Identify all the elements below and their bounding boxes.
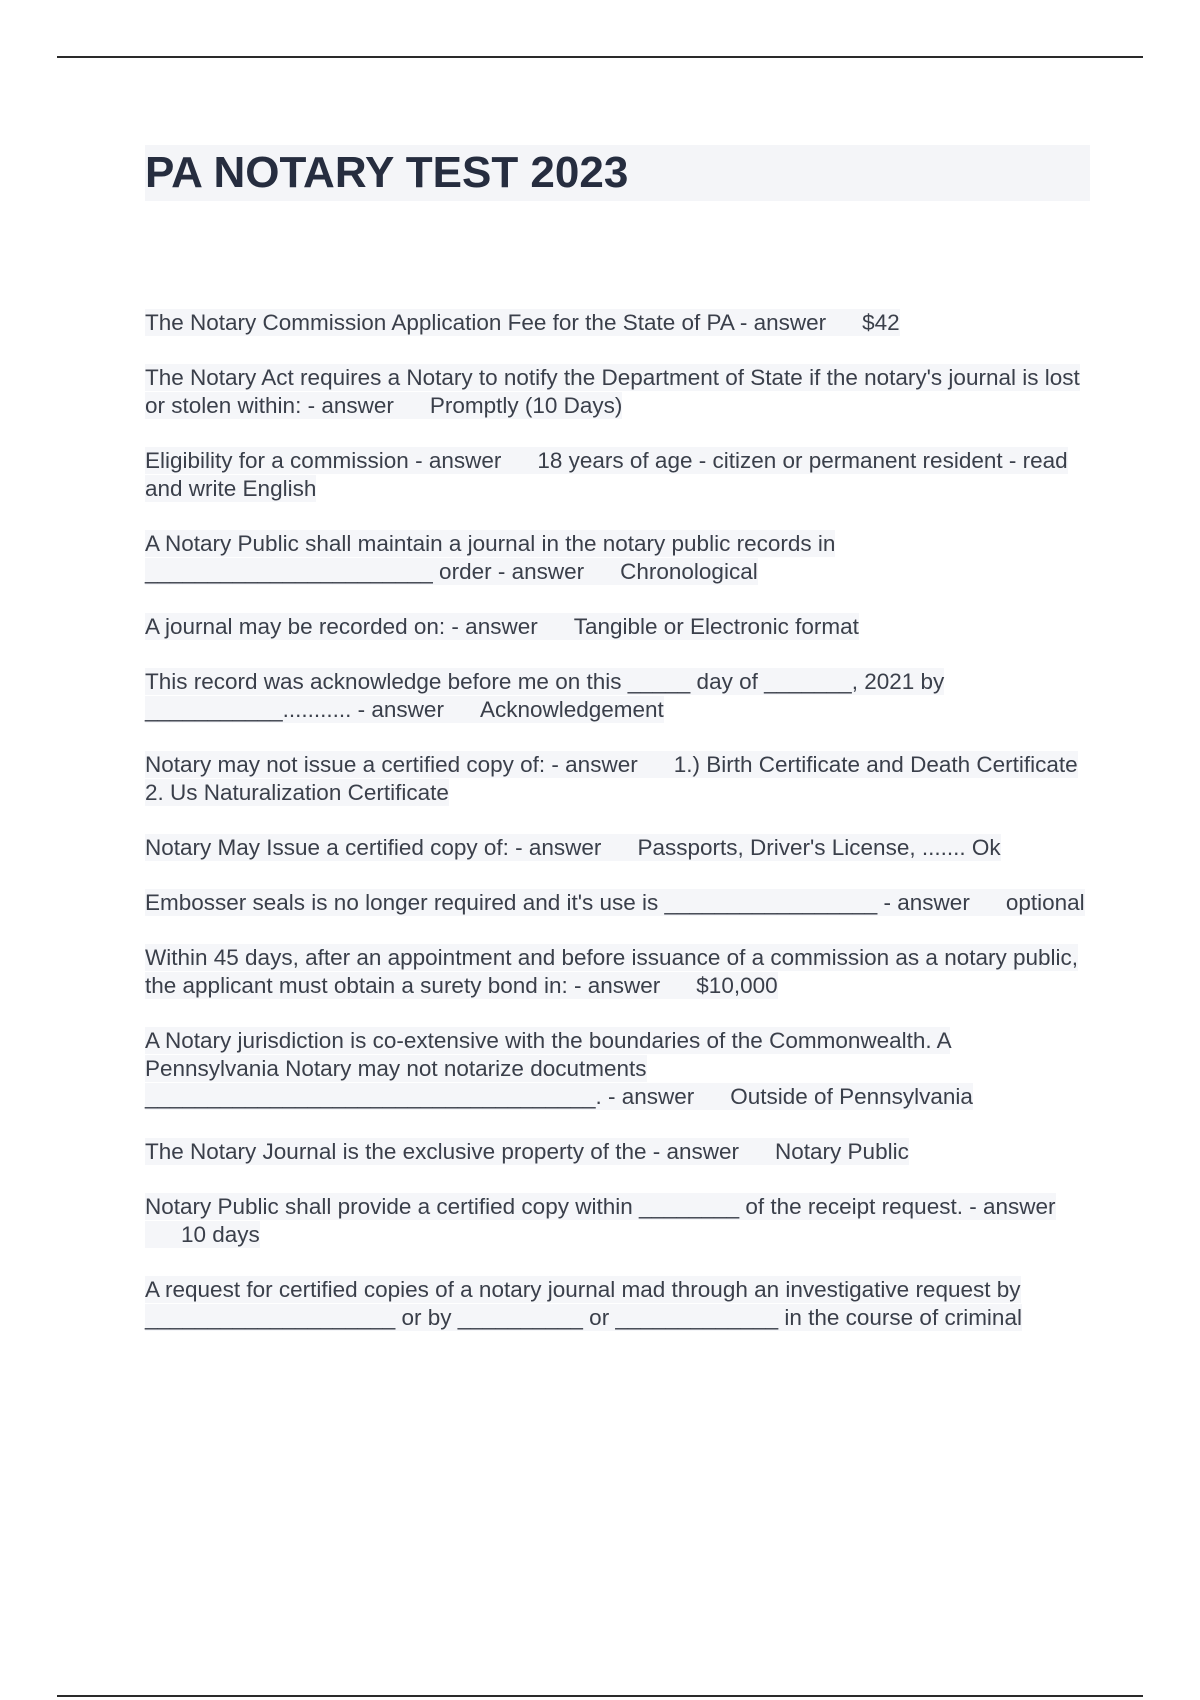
bottom-rule	[57, 1695, 1143, 1697]
qa-question: Eligibility for a commission - answer	[145, 448, 502, 473]
qa-item	[145, 944, 1090, 1000]
qa-answer: 18 years of age - citizen or permanent resident - read and write English	[145, 448, 1068, 501]
qa-item	[145, 309, 1090, 337]
qa-item	[145, 364, 1090, 420]
qa-question: The Notary Journal is the exclusive property of the - answer	[145, 1139, 740, 1164]
qa-item	[145, 889, 1090, 917]
qa-item	[145, 668, 1090, 724]
qa-answer: Outside of Pennsylvania	[730, 1084, 973, 1109]
qa-item	[145, 1193, 1090, 1249]
qa-question: Notary May Issue a certified copy of: - answer	[145, 835, 602, 860]
qa-answer: Acknowledgement	[479, 697, 664, 722]
qa-item	[145, 613, 1090, 641]
qa-question: The Notary Act requires a Notary to notify the Department of State if the notary's journal is lost or stolen within: - answer	[145, 365, 1080, 418]
qa-list	[145, 309, 1090, 1332]
qa-question: A request for certified copies of a notary journal mad through an investigative request by ____________________ or by __________ or _____________ in the course of criminal	[145, 1277, 1022, 1330]
qa-question: Notary Public shall provide a certified copy within ________ of the receipt request. - answer	[145, 1194, 1056, 1219]
qa-answer: $42	[862, 310, 900, 335]
qa-item	[145, 834, 1090, 862]
qa-item	[145, 1276, 1090, 1332]
qa-question: Notary may not issue a certified copy of: - answer	[145, 752, 638, 777]
qa-answer: Tangible or Electronic format	[573, 614, 859, 639]
qa-item	[145, 1027, 1090, 1111]
qa-question: This record was acknowledge before me on this _____ day of _______, 2021 by ___________........... - answer	[145, 669, 945, 722]
qa-answer: $10,000	[696, 973, 778, 998]
qa-item	[145, 1138, 1090, 1166]
qa-answer: 10 days	[181, 1222, 260, 1247]
top-rule	[57, 56, 1143, 58]
qa-item	[145, 447, 1090, 503]
qa-item	[145, 530, 1090, 586]
qa-answer: 1.) Birth Certificate and Death Certificate 2. Us Naturalization Certificate	[145, 752, 1078, 805]
qa-question: Embosser seals is no longer required and it's use is _________________ - answer	[145, 890, 970, 915]
document-page	[145, 145, 1090, 1359]
qa-answer: Passports, Driver's License, ....... Ok	[637, 835, 1001, 860]
qa-question: The Notary Commission Application Fee for the State of PA - answer	[145, 310, 827, 335]
qa-question: A journal may be recorded on: - answer	[145, 614, 538, 639]
qa-answer: optional	[1005, 890, 1085, 915]
qa-answer: Chronological	[620, 559, 758, 584]
qa-question: A Notary jurisdiction is co-extensive with the boundaries of the Commonwealth. A Pennsylvania Notary may not notarize docutments ____________________________________. - answer	[145, 1028, 951, 1109]
qa-answer: Promptly (10 Days)	[429, 393, 623, 418]
qa-question: Within 45 days, after an appointment and before issuance of a commission as a notary public, the applicant must obtain a surety bond in: - answer	[145, 945, 1079, 998]
title-band	[145, 145, 1090, 201]
qa-item	[145, 751, 1090, 807]
qa-question: A Notary Public shall maintain a journal in the notary public records in _______________________ order - answer	[145, 531, 836, 584]
page-title: PA NOTARY TEST 2023	[145, 148, 629, 197]
qa-answer: Notary Public	[775, 1139, 909, 1164]
